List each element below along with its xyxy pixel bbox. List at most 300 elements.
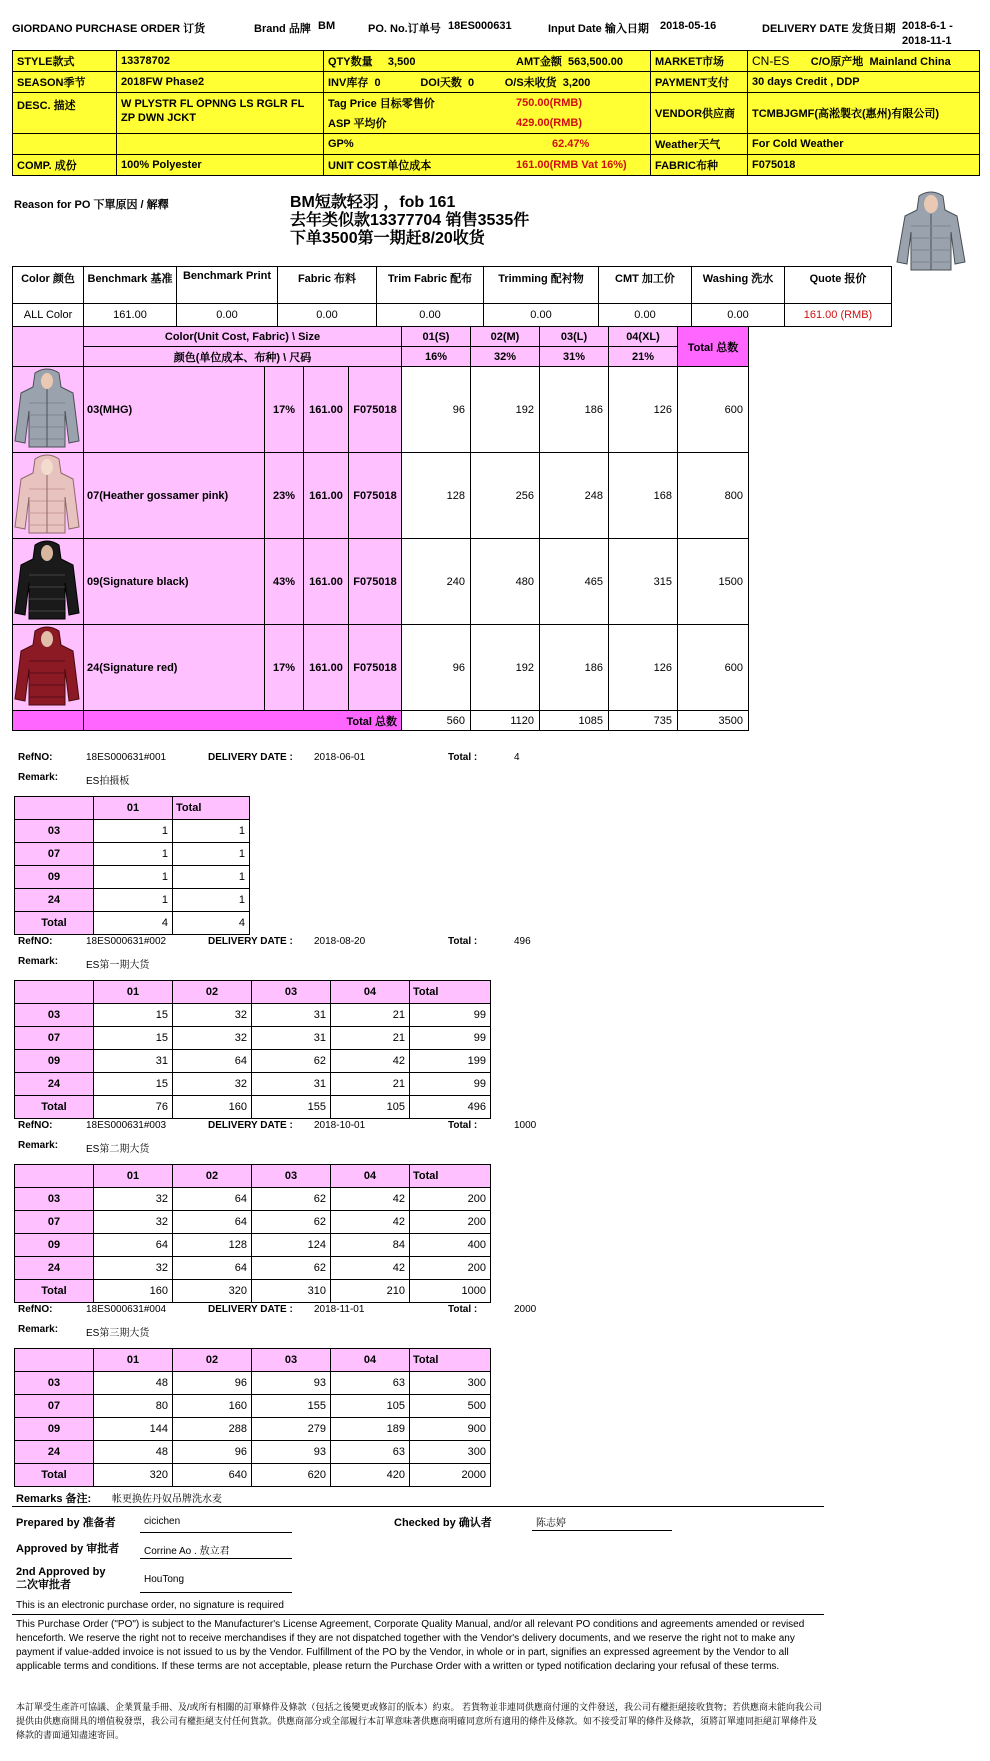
color-thumb-07	[13, 453, 84, 539]
blank-label	[13, 134, 117, 155]
ratio-01: 16%	[402, 347, 471, 367]
qty-cell: 21	[331, 1073, 410, 1096]
qty-cell: 42	[331, 1211, 410, 1234]
delivery-value: 2018-06-01	[314, 752, 366, 763]
qty-24-04: 126	[609, 625, 678, 711]
delivery-value: 2018-11-01	[314, 1304, 365, 1315]
color-fabric-07: F075018	[349, 453, 402, 539]
qty-cell: 199	[410, 1050, 491, 1073]
bench-head-trimming: Trimming 配衬物	[484, 267, 599, 304]
qty-cell: 124	[252, 1234, 331, 1257]
delivery-size-table	[14, 980, 491, 1119]
qty-cell: 31	[252, 1027, 331, 1050]
qty-cell: 42	[331, 1050, 410, 1073]
unit-cost-label: UNIT COST单位成本	[324, 155, 513, 176]
qty-cell: 1	[173, 889, 250, 912]
qty-cell: 300	[410, 1441, 491, 1464]
size-head: 04	[331, 981, 410, 1004]
total-01: 560	[402, 711, 471, 731]
size-head: 03	[252, 981, 331, 1004]
total-label: Total :	[448, 1120, 478, 1131]
remark-label: Remark:	[18, 1324, 59, 1335]
qty-cell: 31	[252, 1004, 331, 1027]
color-cost-07: 161.00	[304, 453, 349, 539]
cs-corner	[13, 327, 84, 367]
qty-cell: 144	[94, 1418, 173, 1441]
qty-cell: 48	[94, 1372, 173, 1395]
reason-line-1: BM短款轻羽 ，fob 161	[290, 194, 456, 211]
ratio-02: 32%	[471, 347, 540, 367]
bench-fabric: 0.00	[278, 304, 377, 327]
qty-03-03: 186	[540, 367, 609, 453]
delivery-size-table	[14, 796, 250, 935]
qty-09-total: 1500	[678, 539, 749, 625]
qty-cell: 620	[252, 1464, 331, 1487]
qty-cell: 62	[252, 1211, 331, 1234]
qty-cell: 84	[331, 1234, 410, 1257]
ratio-03: 31%	[540, 347, 609, 367]
qty-cell: 93	[252, 1441, 331, 1464]
row-label: 09	[15, 1418, 94, 1441]
color-name-09: 09(Signature black)	[84, 539, 265, 625]
qty-cell: 1000	[410, 1280, 491, 1303]
remark-label: Remark:	[18, 956, 59, 967]
delivery-size-table	[14, 1348, 491, 1487]
size-head: 02	[173, 1349, 252, 1372]
refno-label: RefNO:	[18, 936, 53, 947]
season-label: SEASON季节	[13, 72, 117, 93]
color-pct-09: 43%	[265, 539, 304, 625]
bench-color: ALL Color	[13, 304, 84, 327]
total-02: 1120	[471, 711, 540, 731]
bench-washing: 0.00	[692, 304, 785, 327]
delivery-date-label: DELIVERY DATE 发货日期	[762, 23, 896, 35]
legal-english: This Purchase Order ("PO") is subject to the Manufacturer's License Agreement, Corporate Quality Manual, and/or all relevant PO conditions and agreements amended or revised henceforth. We reserve the right not to receive merchandises if they are not dispatched together with the Vendor's delivery documents, and we reserve the right not to make any payment if value-added invoice is not issued to us by the Vendor. Fulfillment of the PO by the Vendor, in whole or in part, signifies an expressed agreement by the Vendor to all applicable terms and conditions. If these terms are not acceptable, please return the Purchase Order with a written or typed notification declaring your refusal of these terms.	[16, 1619, 805, 1672]
corner-cell	[15, 1165, 94, 1188]
po-label: PO. No.订单号	[368, 23, 441, 35]
qty-cell: 105	[331, 1096, 410, 1119]
qty-cell: 420	[331, 1464, 410, 1487]
remark-label: Remark:	[18, 772, 59, 783]
market-value: CN-ES	[752, 54, 790, 68]
qty-cell: 62	[252, 1188, 331, 1211]
remark-value: ES第三期大货	[86, 1328, 150, 1339]
fabric-value: F075018	[748, 155, 980, 176]
approved-line	[140, 1558, 292, 1559]
qty-24-03: 186	[540, 625, 609, 711]
row-label: Total	[15, 1280, 94, 1303]
qty-03-02: 192	[471, 367, 540, 453]
refno-label: RefNO:	[18, 752, 53, 763]
total-col-head: Total	[410, 1349, 491, 1372]
row-label: 07	[15, 843, 94, 866]
inv-label: INV库存	[328, 77, 369, 89]
delivery-label: DELIVERY DATE :	[208, 752, 293, 763]
weather-label: Weather天气	[651, 134, 748, 155]
approved2-line	[140, 1592, 292, 1593]
jacket-grey-icon	[13, 367, 81, 449]
prepared-line	[140, 1532, 292, 1533]
qty-cell: 15	[94, 1004, 173, 1027]
qty-03-04: 126	[609, 367, 678, 453]
qty-cell: 32	[94, 1188, 173, 1211]
qty-cell: 189	[331, 1418, 410, 1441]
qty-09-04: 315	[609, 539, 678, 625]
row-label: 07	[15, 1395, 94, 1418]
color-size-table	[12, 326, 749, 731]
color-cost-03: 161.00	[304, 367, 349, 453]
qty-cell: 900	[410, 1418, 491, 1441]
qty-cell: 320	[173, 1280, 252, 1303]
row-label: Total	[15, 912, 94, 935]
total-value: 1000	[514, 1120, 537, 1131]
brand-value: BM	[318, 20, 336, 32]
qty-07-total: 800	[678, 453, 749, 539]
brand-label: Brand 品牌	[254, 23, 311, 35]
refno-value: 18ES000631#003	[86, 1120, 167, 1131]
color-name-07: 07(Heather gossamer pink)	[84, 453, 265, 539]
qty-cell: 300	[410, 1372, 491, 1395]
bench-trimming: 0.00	[484, 304, 599, 327]
refno-label: RefNO:	[18, 1304, 53, 1315]
qty-cell	[324, 51, 513, 72]
qty-cell: 200	[410, 1211, 491, 1234]
delivery-value: 2018-10-01	[314, 1120, 366, 1131]
color-thumb-03	[13, 367, 84, 453]
remark-value: ES拍摄板	[86, 776, 130, 787]
qty-cell: 32	[173, 1004, 252, 1027]
prepared-value: cicichen	[144, 1516, 181, 1527]
qty-cell: 160	[173, 1395, 252, 1418]
cs-head-2: 颜色(单位成本、布种) \ 尺码	[84, 347, 402, 367]
color-name-24: 24(Signature red)	[84, 625, 265, 711]
qty-cell: 64	[173, 1211, 252, 1234]
row-label: Total	[15, 1096, 94, 1119]
qty-cell: 76	[94, 1096, 173, 1119]
refno-value: 18ES000631#002	[86, 936, 167, 947]
row-label: 03	[15, 1372, 94, 1395]
color-fabric-09: F075018	[349, 539, 402, 625]
qty-cell: 64	[173, 1257, 252, 1280]
origin-value: Mainland China	[869, 56, 951, 68]
bench-head-fabric: Fabric 布料	[278, 267, 377, 304]
qty-07-03: 248	[540, 453, 609, 539]
qty-cell: 15	[94, 1027, 173, 1050]
qty-cell: 31	[252, 1073, 331, 1096]
unit-cost-value: 161.00(RMB Vat 16%)	[512, 155, 651, 176]
total-value: 2000	[514, 1304, 537, 1315]
qty-cell: 500	[410, 1395, 491, 1418]
color-fabric-03: F075018	[349, 367, 402, 453]
po-number: 18ES000631	[448, 20, 512, 32]
total-04: 735	[609, 711, 678, 731]
row-label: 09	[15, 1234, 94, 1257]
row-label: 03	[15, 1188, 94, 1211]
vendor-value: TCMBJGMF(高淞製衣(惠州)有限公司)	[748, 93, 980, 134]
qty-cell: 1	[94, 889, 173, 912]
qty-cell: 1	[94, 866, 173, 889]
fabric-label: FABRIC布种	[651, 155, 748, 176]
approved2-label	[16, 1566, 105, 1592]
row-label: 24	[15, 889, 94, 912]
total-head: Total 总数	[678, 327, 749, 367]
bench-quote: 161.00 (RMB)	[785, 304, 892, 327]
qty-cell: 210	[331, 1280, 410, 1303]
color-cost-24: 161.00	[304, 625, 349, 711]
total-col-head: Total	[173, 797, 250, 820]
size-head: 03	[252, 1165, 331, 1188]
divider-2	[12, 1614, 824, 1615]
row-label: Total	[15, 1464, 94, 1487]
qty-cell: 1	[173, 866, 250, 889]
row-label: 09	[15, 1050, 94, 1073]
approved2-label-en: 2nd Approved by	[16, 1566, 106, 1578]
qty-24-02: 192	[471, 625, 540, 711]
color-thumb-09	[13, 539, 84, 625]
row-label: 07	[15, 1027, 94, 1050]
qty-cell: 96	[173, 1441, 252, 1464]
qty-cell: 160	[173, 1096, 252, 1119]
qty-03-total: 600	[678, 367, 749, 453]
refno-value: 18ES000631#004	[86, 1304, 167, 1315]
product-jacket-image	[895, 190, 967, 272]
total-grand: 3500	[678, 711, 749, 731]
comp-label: COMP. 成份	[13, 155, 117, 176]
desc-label: DESC. 描述	[13, 93, 117, 134]
tag-label: Tag Price 目标零售价	[324, 93, 513, 114]
size-head: 04	[331, 1349, 410, 1372]
qty-cell: 63	[331, 1372, 410, 1395]
divider	[12, 1506, 824, 1507]
total-03: 1085	[540, 711, 609, 731]
remarks-label: Remarks 备注:	[16, 1493, 92, 1505]
bench-head-trim-fabric: Trim Fabric 配布	[377, 267, 484, 304]
qty-09-01: 240	[402, 539, 471, 625]
bench-head-quote: Quote 报价	[785, 267, 892, 304]
qty-cell: 32	[173, 1073, 252, 1096]
qty-cell: 64	[94, 1234, 173, 1257]
cs-head-1: Color(Unit Cost, Fabric) \ Size	[84, 327, 402, 347]
color-pct-03: 17%	[265, 367, 304, 453]
bench-trim-fabric: 0.00	[377, 304, 484, 327]
qty-07-02: 256	[471, 453, 540, 539]
qty-24-total: 600	[678, 625, 749, 711]
qty-03-01: 96	[402, 367, 471, 453]
gp-label: GP%	[324, 134, 513, 155]
bench-cmt: 0.00	[599, 304, 692, 327]
size-head: 01	[94, 1349, 173, 1372]
style-value: 13378702	[117, 51, 324, 72]
total-col-head: Total	[410, 981, 491, 1004]
reason-label: Reason for PO 下單原因 / 解釋	[14, 199, 169, 211]
size-head-01: 01(S)	[402, 327, 471, 347]
qty-cell: 105	[331, 1395, 410, 1418]
total-row-corner	[13, 711, 84, 731]
qty-cell: 99	[410, 1004, 491, 1027]
size-head-04: 04(XL)	[609, 327, 678, 347]
delivery-label: DELIVERY DATE :	[208, 936, 293, 947]
style-label: STYLE款式	[13, 51, 117, 72]
total-value: 496	[514, 936, 531, 947]
season-value: 2018FW Phase2	[117, 72, 324, 93]
qty-cell: 2000	[410, 1464, 491, 1487]
total-row-label: Total 总数	[84, 711, 402, 731]
qty-cell: 96	[173, 1372, 252, 1395]
ratio-04: 21%	[609, 347, 678, 367]
qty-cell: 64	[173, 1050, 252, 1073]
bench-head-cmt: CMT 加工价	[599, 267, 692, 304]
os-value: 3,200	[562, 77, 591, 89]
weather-value: For Cold Weather	[748, 134, 980, 155]
amt-cell	[512, 51, 651, 72]
size-head: 03	[252, 1349, 331, 1372]
qty-cell: 200	[410, 1188, 491, 1211]
qty-value: 3,500	[387, 56, 416, 68]
total-label: Total :	[448, 1304, 478, 1315]
blank-value	[117, 134, 324, 155]
qty-cell: 93	[252, 1372, 331, 1395]
market-cell	[748, 51, 980, 72]
size-head-02: 02(M)	[471, 327, 540, 347]
approved-value: Corrine Ao . 敖立君	[144, 1546, 230, 1557]
qty-cell: 21	[331, 1004, 410, 1027]
qty-cell: 32	[94, 1257, 173, 1280]
inv-cell	[324, 72, 651, 93]
bench-print: 0.00	[177, 304, 278, 327]
qty-cell: 1	[94, 820, 173, 843]
asp-label: ASP 平均价	[324, 113, 513, 134]
corner-cell	[15, 1349, 94, 1372]
prepared-label: Prepared by 准备者	[16, 1517, 116, 1529]
size-head: 01	[94, 1165, 173, 1188]
checked-line	[532, 1530, 672, 1531]
refno-label: RefNO:	[18, 1120, 53, 1131]
row-label: 24	[15, 1441, 94, 1464]
qty-cell: 21	[331, 1027, 410, 1050]
size-head: 01	[94, 797, 173, 820]
qty-cell: 200	[410, 1257, 491, 1280]
size-head: 01	[94, 981, 173, 1004]
comp-value: 100% Polyester	[117, 155, 324, 176]
qty-cell: 279	[252, 1418, 331, 1441]
doi-value: 0	[468, 77, 475, 89]
qty-09-03: 465	[540, 539, 609, 625]
po-title: GIORDANO PURCHASE ORDER 订货	[12, 23, 206, 35]
qty-cell: 128	[173, 1234, 252, 1257]
qty-07-04: 168	[609, 453, 678, 539]
qty-cell: 640	[173, 1464, 252, 1487]
qty-label: QTY数量	[328, 56, 373, 68]
qty-cell: 288	[173, 1418, 252, 1441]
row-label: 03	[15, 820, 94, 843]
bench-head-color: Color 颜色	[13, 267, 84, 304]
qty-cell: 4	[94, 912, 173, 935]
os-label: O/S未收货	[504, 77, 557, 89]
remarks-value: 帐更换佐丹奴吊牌洗水麦	[112, 1494, 222, 1505]
qty-cell: 99	[410, 1073, 491, 1096]
input-date: 2018-05-16	[660, 20, 717, 32]
qty-cell: 1	[173, 843, 250, 866]
qty-cell: 48	[94, 1441, 173, 1464]
amt-value: 563,500.00	[567, 56, 624, 68]
esign-note: This is an electronic purchase order, no signature is required	[16, 1600, 284, 1611]
payment-label: PAYMENT支付	[651, 72, 748, 93]
qty-cell: 32	[94, 1211, 173, 1234]
delivery-date-start: 2018-6-1 -	[902, 20, 953, 32]
reason-text	[290, 194, 529, 248]
remark-value: ES第一期大货	[86, 960, 150, 971]
qty-07-01: 128	[402, 453, 471, 539]
input-date-label: Input Date 输入日期	[548, 23, 649, 35]
approved2-value: HouTong	[144, 1574, 185, 1585]
legal-chinese: 本訂單受生產許可協議、企業質量手冊、及/或所有相關的訂單條件及條款（包括之後變更或修訂的版本）約束。 若貨物並非連同供應商付運的文件發送，我公司有權拒絕接收貨物；若供應商未能向我公司提供由供應商開具的增值稅發票，我公司有權拒絕支付任何貨款。供應商部分或全部履行本訂單意味著供應商明確同意所有適用的條件及條款。如不接受訂單的條件及條款，須將訂單連同拒絕訂單條件及條款的書面通知盡速寄回。	[16, 1702, 823, 1740]
qty-cell: 4	[173, 912, 250, 935]
row-label: 07	[15, 1211, 94, 1234]
color-thumb-24	[13, 625, 84, 711]
qty-cell: 63	[331, 1441, 410, 1464]
doi-label: DOI天数	[420, 77, 462, 89]
checked-label: Checked by 确认者	[394, 1517, 492, 1529]
gp-value: 62.47%	[512, 134, 651, 155]
color-pct-24: 17%	[265, 625, 304, 711]
color-pct-07: 23%	[265, 453, 304, 539]
qty-24-01: 96	[402, 625, 471, 711]
benchmark-table	[12, 266, 892, 327]
amt-label: AMT金额	[516, 56, 562, 68]
delivery-label: DELIVERY DATE :	[208, 1120, 293, 1131]
size-head-03: 03(L)	[540, 327, 609, 347]
origin-label: C/O原产地	[810, 56, 864, 68]
qty-cell: 42	[331, 1257, 410, 1280]
qty-cell: 15	[94, 1073, 173, 1096]
jacket-red-icon	[13, 625, 81, 707]
reason-line-3: 下单3500第一期赶8/20收货	[290, 230, 485, 247]
qty-cell: 155	[252, 1096, 331, 1119]
remark-value: ES第二期大货	[86, 1144, 150, 1155]
approved-label: Approved by 审批者	[16, 1543, 120, 1555]
qty-cell: 1	[94, 843, 173, 866]
approved2-label-cn: 二次审批者	[16, 1579, 71, 1591]
qty-09-02: 480	[471, 539, 540, 625]
vendor-label: VENDOR供应商	[651, 93, 748, 134]
color-fabric-24: F075018	[349, 625, 402, 711]
checked-value: 陈志婷	[536, 1518, 566, 1529]
total-label: Total :	[448, 752, 478, 763]
total-col-head: Total	[410, 1165, 491, 1188]
market-label: MARKET市场	[651, 51, 748, 72]
reason-line-2: 去年类似款13377704 销售3535件	[290, 212, 530, 229]
delivery-label: DELIVERY DATE :	[208, 1304, 293, 1315]
qty-cell: 1	[173, 820, 250, 843]
bench-head-benchmark: Benchmark 基准	[84, 267, 177, 304]
qty-cell: 99	[410, 1027, 491, 1050]
tag-value: 750.00(RMB)	[512, 93, 651, 114]
size-head: 02	[173, 981, 252, 1004]
delivery-date-end: 2018-11-1	[902, 35, 952, 47]
corner-cell	[15, 981, 94, 1004]
qty-cell: 42	[331, 1188, 410, 1211]
qty-cell: 32	[173, 1027, 252, 1050]
bench-head-washing: Washing 洗水	[692, 267, 785, 304]
qty-cell: 80	[94, 1395, 173, 1418]
remark-label: Remark:	[18, 1140, 59, 1151]
po-info-table	[12, 50, 980, 176]
payment-value: 30 days Credit , DDP	[748, 72, 980, 93]
qty-cell: 62	[252, 1257, 331, 1280]
qty-cell: 62	[252, 1050, 331, 1073]
qty-cell: 400	[410, 1234, 491, 1257]
jacket-pink-icon	[13, 453, 81, 535]
